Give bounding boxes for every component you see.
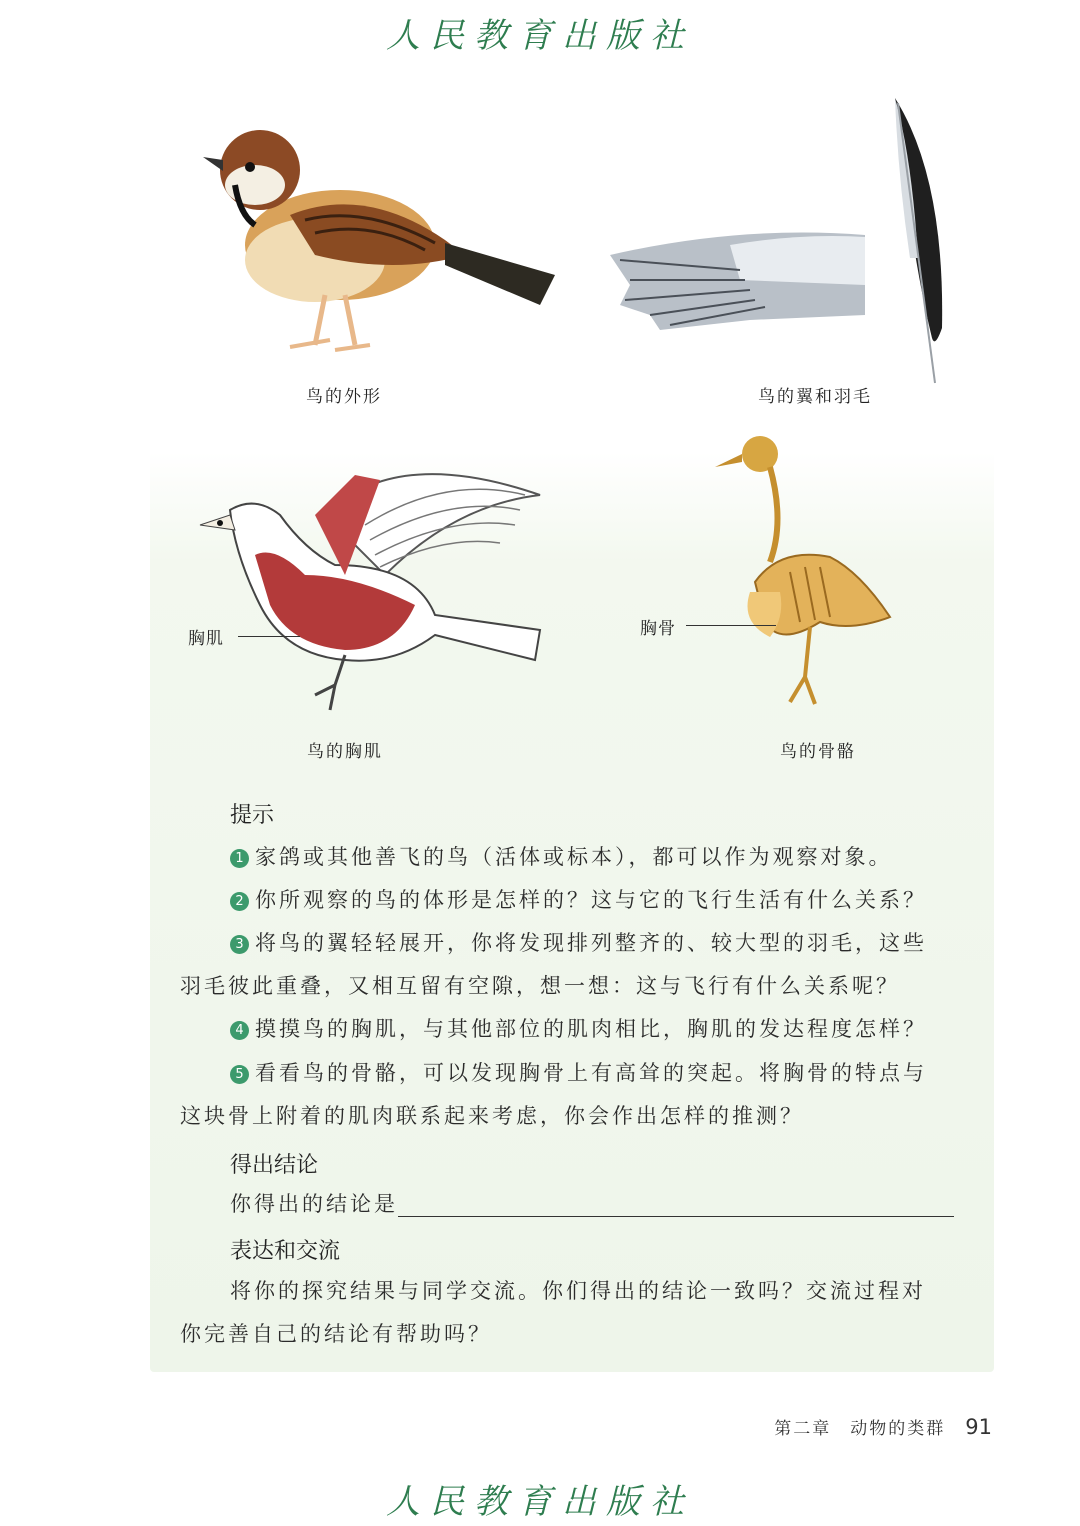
page-number: 91 [965, 1415, 992, 1439]
hint-item-text: 家鸽或其他善飞的鸟（活体或标本），都可以作为观察对象。 [255, 845, 893, 869]
bird-muscle-illustration [195, 455, 550, 720]
sternum-label: 胸骨 [640, 619, 676, 639]
publisher-watermark-bottom: 人民教育出版社 [386, 1482, 694, 1522]
wing-caption: 鸟的翼和羽毛 [758, 387, 872, 407]
hint-item-text-cont: 羽毛彼此重叠，又相互留有空隙，想一想：这与飞行有什么关系呢？ [180, 974, 900, 998]
hint-item-text: 你所观察的鸟的体形是怎样的？这与它的飞行生活有什么关系？ [255, 888, 927, 912]
chapter-title: 第二章 动物的类群 [774, 1419, 946, 1439]
hint-item-text: 摸摸鸟的胸肌，与其他部位的肌肉相比，胸肌的发达程度怎样？ [255, 1017, 927, 1041]
publisher-watermark-top: 人民教育出版社 [386, 16, 694, 56]
hint-item-3 [180, 922, 970, 1008]
number-badge-icon: 2 [230, 892, 249, 911]
sparrow-illustration [195, 125, 565, 370]
number-badge-icon: 4 [230, 1021, 249, 1040]
exchange-text-cont: 你完善自己的结论有帮助吗？ [180, 1322, 492, 1346]
muscle-caption: 鸟的胸肌 [307, 742, 383, 762]
hint-item-5 [180, 1052, 970, 1138]
hint-item-4 [180, 1008, 970, 1051]
sternum-leader-line [686, 625, 776, 626]
hint-title: 提示 [230, 803, 275, 828]
number-badge-icon: 3 [230, 935, 249, 954]
number-badge-icon: 1 [230, 849, 249, 868]
muscle-label: 胸肌 [188, 629, 224, 649]
sparrow-caption: 鸟的外形 [306, 387, 382, 407]
feather-illustration [890, 98, 950, 388]
hint-item-text-cont: 这块骨上附着的肌肉联系起来考虑，你会作出怎样的推测？ [180, 1104, 804, 1128]
hint-item-text: 将鸟的翼轻轻展开，你将发现排列整齐的、较大型的羽毛，这些 [255, 931, 927, 955]
hint-item-1 [180, 836, 970, 879]
answer-blank[interactable] [398, 1194, 954, 1217]
page-footer [774, 1414, 992, 1439]
hint-item-text: 看看鸟的骨骼，可以发现胸骨上有高耸的突起。将胸骨的特点与 [255, 1061, 927, 1085]
hint-item-2 [180, 879, 970, 922]
muscle-leader-line [238, 636, 300, 637]
wing-illustration [600, 225, 875, 340]
bird-skeleton-illustration [710, 432, 910, 717]
exchange-title: 表达和交流 [230, 1239, 341, 1264]
conclusion-title: 得出结论 [230, 1153, 319, 1178]
exchange-paragraph [180, 1270, 970, 1356]
conclusion-prompt: 你得出的结论是 [230, 1192, 398, 1216]
exchange-text: 将你的探究结果与同学交流。你们得出的结论一致吗？交流过程对 [230, 1279, 926, 1303]
number-badge-icon: 5 [230, 1065, 249, 1084]
conclusion-line [180, 1183, 970, 1226]
skeleton-caption: 鸟的骨骼 [780, 742, 856, 762]
